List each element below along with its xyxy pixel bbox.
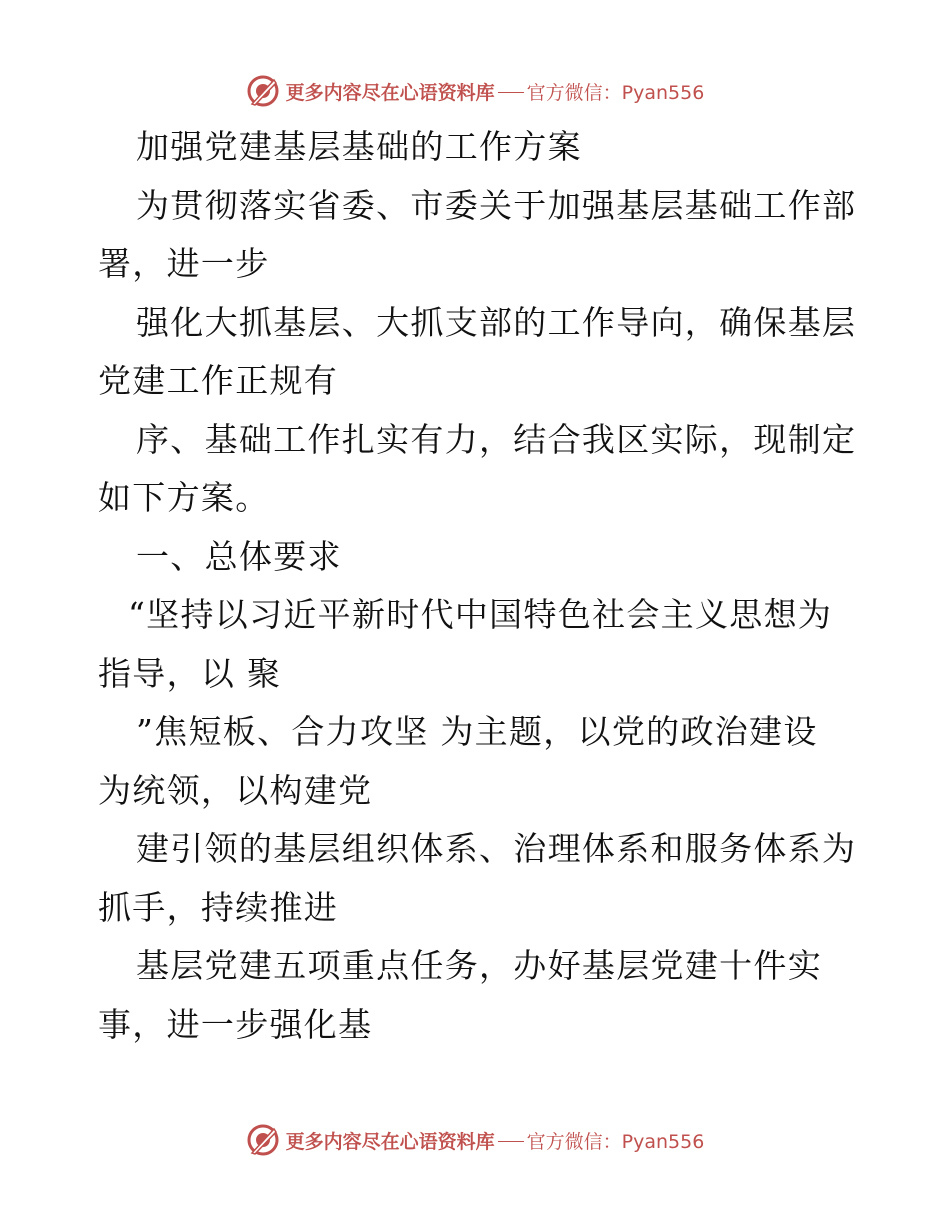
document-line: 为统领，以构建党: [98, 770, 373, 810]
quill-logo-icon: [246, 74, 280, 108]
document-line: 序、基础工作扎实有力，结合我区实际，现制定: [136, 419, 857, 459]
document-line: 事，进一步强化基: [98, 1004, 373, 1044]
document-line: “坚持以习近平新时代中国特色社会主义思想为: [128, 595, 833, 634]
document-line: 如下方案。: [98, 478, 270, 517]
document-line: 强化大抓基层、大抓支部的工作导向，确保基层: [136, 302, 857, 342]
document-line: 署，进一步: [98, 244, 270, 283]
banner-brand: 更多内容尽在心语资料库: [285, 81, 495, 104]
document-body: [98, 118, 858, 1054]
footer-banner: [0, 1120, 950, 1160]
quill-logo-icon: [246, 1123, 280, 1157]
document-line: 一、总体要求: [136, 536, 342, 576]
document-line: 为贯彻落实省委、市委关于加强基层基础工作部: [136, 185, 857, 225]
document-line: 加强党建基层基础的工作方案: [136, 127, 582, 166]
banner-wechat: 官方微信：Pyan556: [526, 1130, 705, 1153]
header-banner: [0, 71, 950, 111]
banner-dash: [498, 1141, 524, 1142]
document-line: 基层党建五项重点任务，办好基层党建十件实: [136, 946, 822, 985]
banner-dash: [498, 92, 524, 93]
banner-wechat: 官方微信：Pyan556: [526, 81, 705, 104]
document-line: 抓手，持续推进: [98, 887, 339, 927]
document-line: 党建工作正规有: [98, 361, 339, 400]
banner-brand: 更多内容尽在心语资料库: [285, 1130, 495, 1153]
document-line: 指导，以 聚: [98, 653, 282, 693]
document-line: ”焦短板、合力攻坚 为主题，以党的政治建设: [136, 712, 818, 751]
document-line: 建引领的基层组织体系、治理体系和服务体系为: [136, 829, 857, 868]
